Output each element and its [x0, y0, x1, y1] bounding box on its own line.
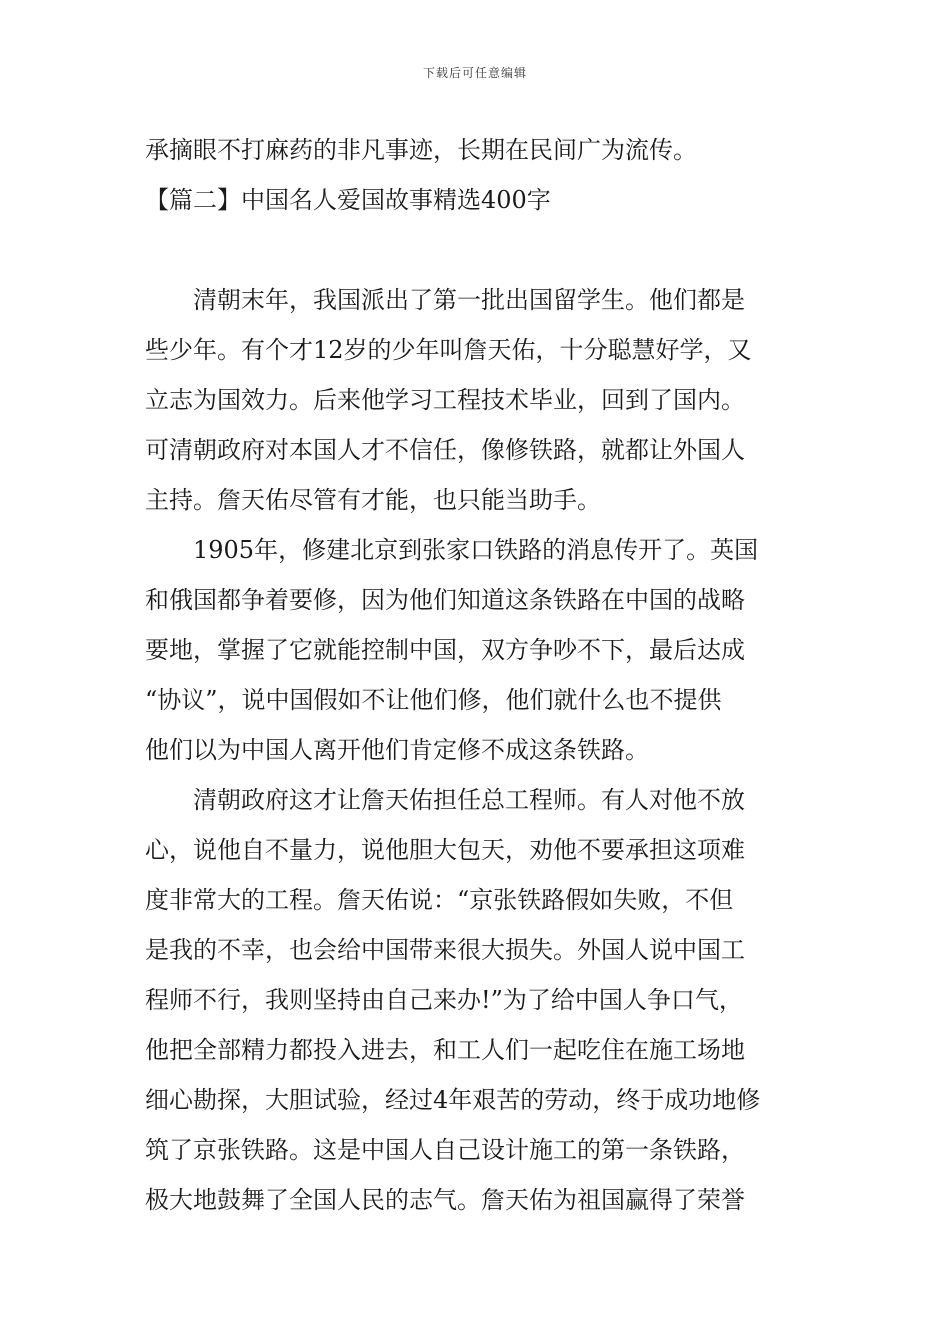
- text-line: 主持。詹天佑尽管有才能，也只能当助手。: [145, 486, 601, 514]
- page-header-note: 下载后可任意编辑: [422, 66, 527, 80]
- text-line: 承摘眼不打麻药的非凡事迹，长期在民间广为流传。: [145, 136, 697, 164]
- text-line: 些少年。有个才12岁的少年叫詹天佑，十分聪慧好学，又: [145, 336, 752, 364]
- text-line: 筑了京张铁路。这是中国人自己设计施工的第一条铁路，: [145, 1136, 745, 1164]
- text-line: 清朝政府这才让詹天佑担任总工程师。有人对他不放: [145, 786, 745, 814]
- text-line: 和俄国都争着要修，因为他们知道这条铁路在中国的战略: [145, 586, 745, 614]
- text-line: 细心勘探，大胆试验，经过4年艰苦的劳动，终于成功地修: [145, 1086, 761, 1114]
- text-line: “协议”，说中国假如不让他们修，他们就什么也不提供: [145, 686, 722, 714]
- text-line: 是我的不幸，也会给中国带来很大损失。外国人说中国工: [145, 936, 745, 964]
- text-line: 1905年，修建北京到张家口铁路的消息传开了。英国: [145, 536, 759, 564]
- text-line: 要地，掌握了它就能控制中国，双方争吵不下，最后达成: [145, 636, 745, 664]
- text-line: 清朝末年，我国派出了第一批出国留学生。他们都是: [145, 286, 745, 314]
- text-line: 心，说他自不量力，说他胆大包天，劝他不要承担这项难: [145, 836, 745, 864]
- section-heading: 【篇二】中国名人爱国故事精选400字: [145, 186, 551, 214]
- text-line: 度非常大的工程。詹天佑说：“京张铁路假如失败，不但: [145, 886, 734, 914]
- text-line: 他们以为中国人离开他们肯定修不成这条铁路。: [145, 736, 649, 764]
- text-line: 立志为国效力。后来他学习工程技术毕业，回到了国内。: [145, 386, 745, 414]
- text-line: 程师不行，我则坚持由自己来办!”为了给中国人争口气，: [145, 986, 743, 1014]
- text-line: 他把全部精力都投入进去，和工人们一起吃住在施工场地: [145, 1036, 745, 1064]
- text-line: 可清朝政府对本国人才不信任，像修铁路，就都让外国人: [145, 436, 745, 464]
- text-line: 极大地鼓舞了全国人民的志气。詹天佑为祖国赢得了荣誉: [145, 1186, 745, 1214]
